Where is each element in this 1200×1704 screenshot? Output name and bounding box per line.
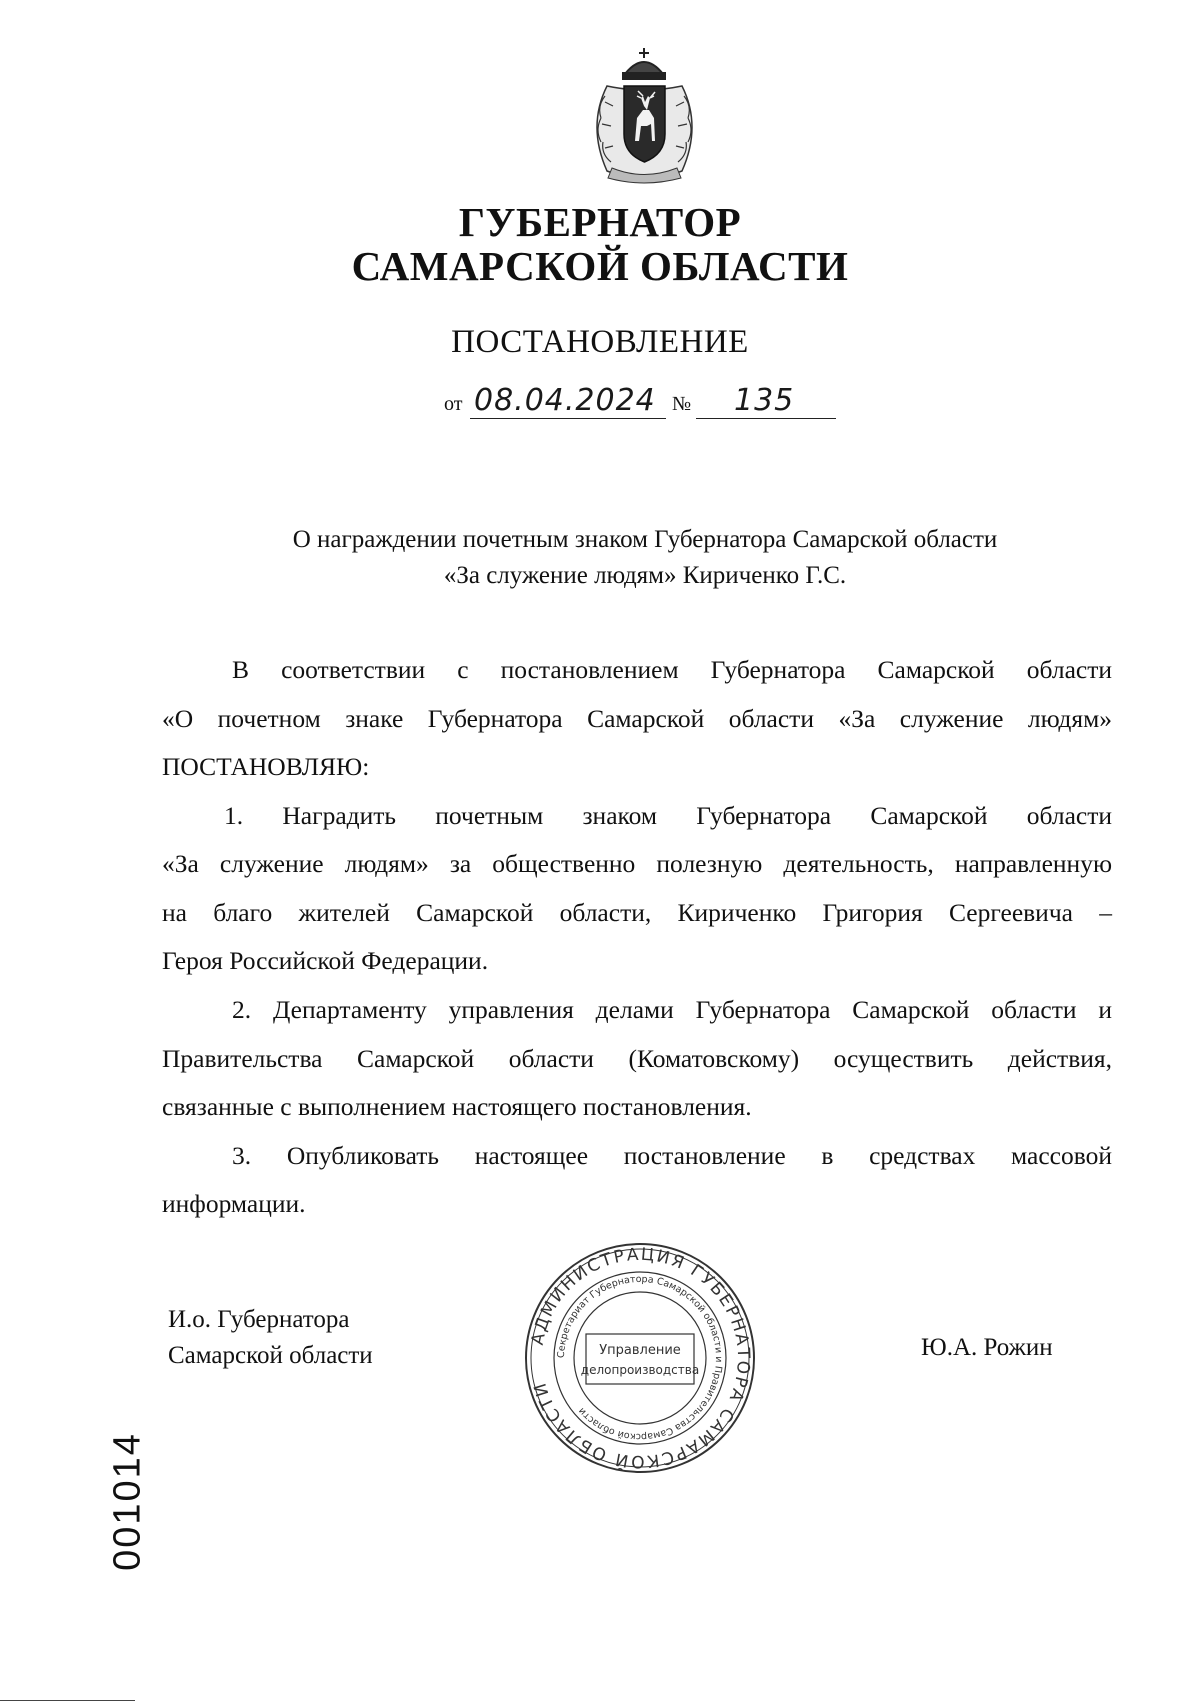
preamble-line-2: «О почетном знаке Губернатора Самарской области «За служение людям»: [162, 704, 1112, 733]
number-label: №: [672, 393, 692, 415]
signer-position-line2: Самарской области: [168, 1342, 373, 1369]
issuer-title-line1: ГУБЕРНАТОР: [458, 199, 742, 245]
item1-line-3: на благо жителей Самарской области, Кириченко Григория Сергеевича –: [162, 898, 1112, 927]
issuer-title-line2: САМАРСКОЙ ОБЛАСТИ: [351, 243, 849, 289]
item1-line-4: Героя Российской Федерации.: [162, 946, 489, 975]
preamble-line-1: В соответствии с постановлением Губернатора Самарской области: [232, 655, 1112, 684]
document-type-heading: ПОСТАНОВЛЕНИЕ: [451, 324, 749, 360]
date-handwritten: 08.04.2024: [474, 383, 656, 418]
official-stamp-seal: [522, 1240, 758, 1476]
subject-line-1: О награждении почетным знаком Губернатора Самарской области: [292, 526, 998, 553]
signer-name: Ю.А. Рожин: [921, 1334, 1053, 1361]
date-underline: [470, 418, 666, 419]
stamp-outer-text: АДМИНИСТРАЦИЯ ГУБЕРНАТОРА САМАРСКОЙ ОБЛАСТИ: [527, 1244, 754, 1472]
stamp-center-line2: делопроизводства: [580, 1363, 700, 1377]
item3-line-1: 3. Опубликовать настоящее постановление в средствах массовой: [232, 1141, 1112, 1170]
item1-line-2: «За служение людям» за общественно полезную деятельность, направленную: [162, 849, 1112, 878]
item2-line-3: связанные с выполнением настоящего постановления.: [162, 1092, 752, 1121]
item2-line-2: Правительства Самарской области (Коматовскому) осуществить действия,: [162, 1044, 1112, 1073]
bottom-edge-rule: [0, 1700, 135, 1701]
preamble-decree-word: ПОСТАНОВЛЯЮ:: [162, 752, 370, 781]
signer-position-line1: И.о. Губернатора: [168, 1306, 350, 1333]
coat-of-arms-emblem: [577, 46, 712, 186]
date-label: от: [444, 393, 463, 415]
serial-number: 001014: [106, 1432, 149, 1571]
stamp-middle-text: Секретариат Губернатора Самарской области и Правительства Самарской области: [555, 1273, 725, 1443]
number-handwritten: 135: [734, 383, 795, 418]
subject-line-2: «За служение людям» Кириченко Г.С.: [443, 562, 847, 589]
stamp-center-line1: Управление: [599, 1343, 681, 1358]
item1-line-1: 1. Наградить почетным знаком Губернатора Самарской области: [224, 801, 1112, 830]
item3-line-2: информации.: [162, 1189, 306, 1218]
item2-line-1: 2. Департаменту управления делами Губернатора Самарской области и: [232, 995, 1112, 1024]
number-underline: [696, 418, 836, 419]
date-number-line: [444, 382, 844, 422]
